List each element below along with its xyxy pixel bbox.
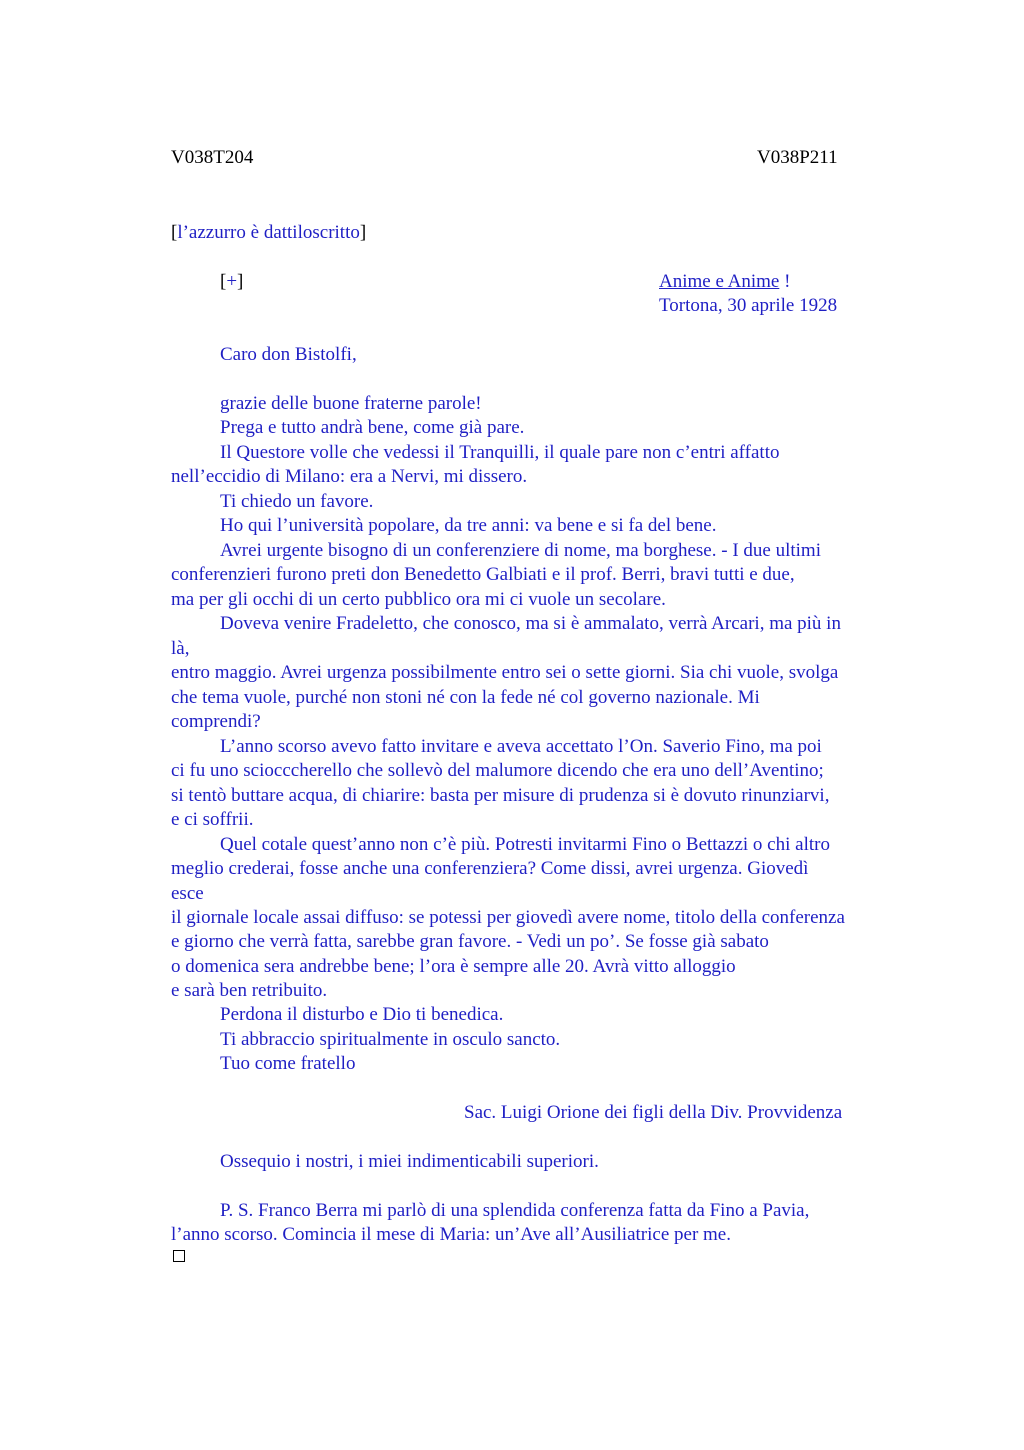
body-line: Ti abbraccio spiritualmente in osculo sancto. xyxy=(220,1029,561,1050)
postscript-line: P. S. Franco Berra mi parlò di una splendida conferenza fatta da Fino a Pavia, xyxy=(220,1200,810,1221)
body-line: ci fu uno sciocccherello che sollevò del malumore dicendo che era uno dell’Aventino; xyxy=(171,760,824,781)
right-page-code: V038P211 xyxy=(757,147,838,168)
body-line: ma per gli occhi di un certo pubblico ora mi ci vuole un secolare. xyxy=(171,589,666,610)
end-mark-square-icon xyxy=(173,1250,185,1262)
body-line: Doveva venire Fradeletto, che conosco, ma si è ammalato, verrà Arcari, ma più in xyxy=(220,613,841,634)
cross-mark: [+] xyxy=(220,271,244,292)
body-line: Ho qui l’università popolare, da tre anni: va bene e si fa del bene. xyxy=(220,515,717,536)
postscript-line: l’anno scorso. Comincia il mese di Maria: un’Ave all’Ausiliatrice per me. xyxy=(171,1224,731,1245)
body-line: Il Questore volle che vedessi il Tranquilli, il quale pare non c’entri affatto xyxy=(220,442,780,463)
body-line: grazie delle buone fraterne parole! xyxy=(220,393,482,414)
body-line: o domenica sera andrebbe bene; l’ora è sempre alle 20. Avrà vitto alloggio xyxy=(171,956,736,977)
body-line: entro maggio. Avrei urgenza possibilmente entro sei o sette giorni. Sia chi vuole, svolga xyxy=(171,662,839,683)
body-line: e giorno che verrà fatta, sarebbe gran favore. - Vedi un po’. Se fosse già sabato xyxy=(171,931,769,952)
body-line: meglio crederai, fosse anche una conferenziera? Come dissi, avrei urgenza. Giovedì xyxy=(171,858,809,879)
body-line: Avrei urgente bisogno di un conferenziere di nome, ma borghese. - I due ultimi xyxy=(220,540,821,561)
place-date: Tortona, 30 aprile 1928 xyxy=(659,295,838,316)
body-line: e sarà ben retribuito. xyxy=(171,980,328,1001)
body-line: L’anno scorso avevo fatto invitare e aveva accettato l’On. Saverio Fino, ma poi xyxy=(220,736,822,757)
left-page-code: V038T204 xyxy=(171,147,254,168)
body-line: Prega e tutto andrà bene, come già pare. xyxy=(220,417,525,438)
body-line: Ti chiedo un favore. xyxy=(220,491,374,512)
signature: Sac. Luigi Orione dei figli della Div. Provvidenza xyxy=(464,1102,843,1123)
body-line: comprendi? xyxy=(171,711,261,732)
body-line: conferenzieri furono preti don Benedetto Galbiati e il prof. Berri, bravi tutti e due, xyxy=(171,564,795,585)
body-line: il giornale locale assai diffuso: se potessi per giovedì avere nome, titolo della conferenza xyxy=(171,907,845,928)
body-line: Perdona il disturbo e Dio ti benedica. xyxy=(220,1004,504,1025)
body-line: Quel cotale quest’anno non c’è più. Potresti invitarmi Fino o Bettazzi o chi altro xyxy=(220,834,830,855)
editorial-note: [l’azzurro è dattiloscritto] xyxy=(171,222,367,243)
body-line: che tema vuole, purché non stoni né con la fede né col governo nazionale. Mi xyxy=(171,687,760,708)
body-line: là, xyxy=(171,638,190,659)
editorial-note-text: l’azzurro è dattiloscritto xyxy=(177,222,360,243)
body-line: si tentò buttare acqua, di chiarire: basta per misure di prudenza si è dovuto rinunziarvi, xyxy=(171,785,830,806)
body-line: e ci soffrii. xyxy=(171,809,254,830)
cross-symbol: + xyxy=(226,271,238,292)
letterhead-motto: Anime e Anime ! xyxy=(659,271,791,292)
body-line: nell’eccidio di Milano: era a Nervi, mi dissero. xyxy=(171,466,528,487)
closing-note: Ossequio i nostri, i miei indimenticabili superiori. xyxy=(220,1151,599,1172)
body-line: Tuo come fratello xyxy=(220,1053,356,1074)
salutation: Caro don Bistolfi, xyxy=(220,344,357,365)
body-line: esce xyxy=(171,883,204,904)
motto-text: Anime e Anime xyxy=(659,271,780,292)
